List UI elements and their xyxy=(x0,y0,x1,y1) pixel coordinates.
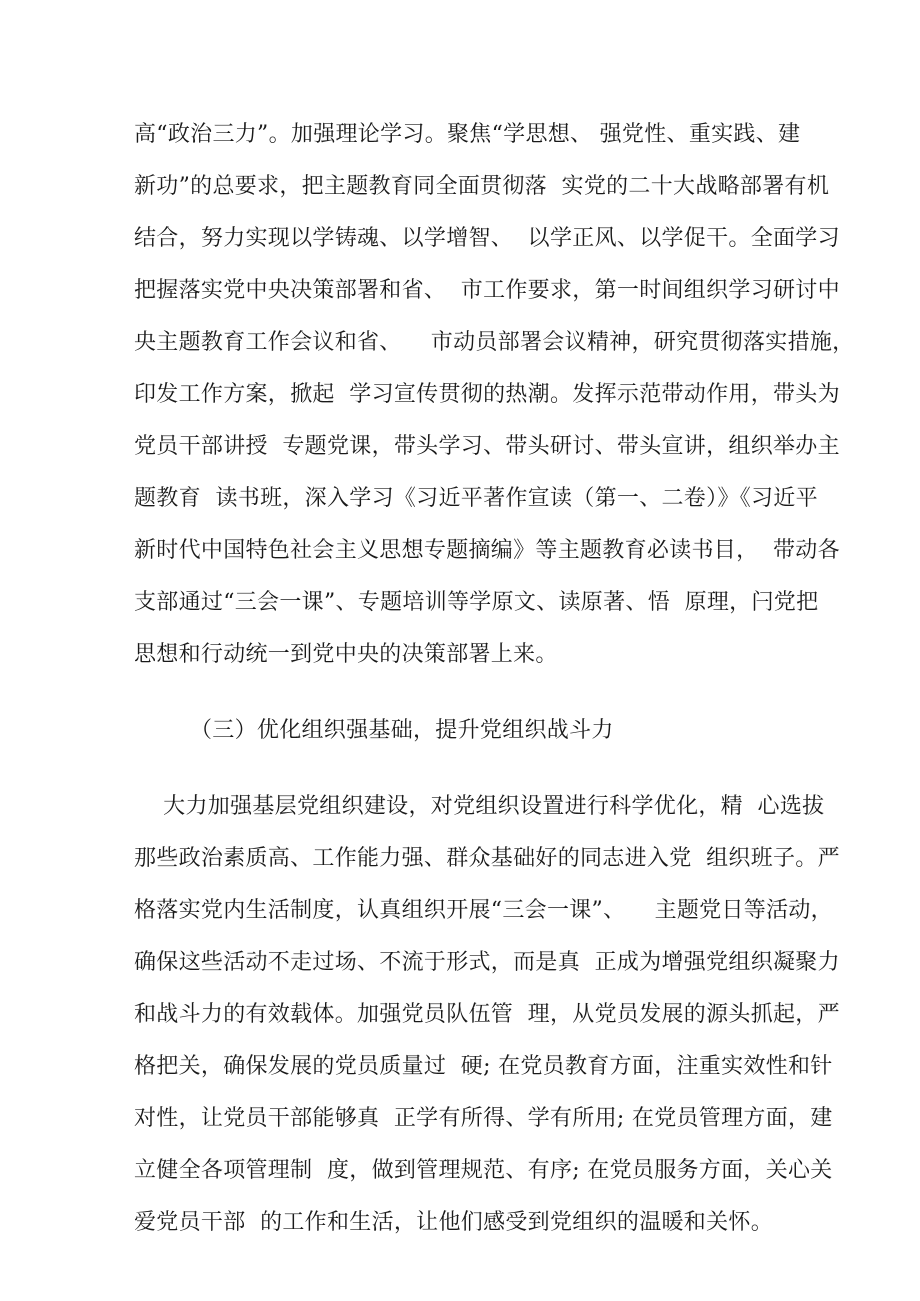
paragraph2-line: 爱党员干部 的工作和生活，让他们感受到党组织的温暖和关怀。 xyxy=(134,1210,773,1235)
paragraph1-line: 新时代中国特色社会主义思想专题摘编》等主题教育必读书目， 带动各 xyxy=(134,538,840,563)
paragraph2-line: 大力加强基层党组织建设，对党组织设置进行科学优化，精 心选拔 xyxy=(134,794,825,819)
paragraph1-line: 支部通过“三会一课”、专题培训等学原文、读原著、悟 原理，闩党把 xyxy=(134,590,819,615)
section-heading: （三）优化组织强基础，提升党组织战斗力 xyxy=(190,718,614,743)
paragraph2-line: 格把关，确保发展的党员质量过 硬; 在党员教育方面，注重实效性和针 xyxy=(134,1054,833,1079)
paragraph1-line: 新功”的总要求，把主题教育同全面贯彻落 实党的二十大战略部署有机 xyxy=(134,174,830,199)
paragraph1-line: 题教育 读书班，深入学习《习近平著作宣读（第一、二卷）》《习近平 xyxy=(134,486,818,511)
paragraph1-line: 结合，努力实现以学铸魂、以学增智、 以学正风、以学促干。全面学习 xyxy=(134,226,840,251)
paragraph1-line: 把握落实党中央决策部署和省、 市工作要求，第一时间组织学习研讨中 xyxy=(134,278,840,303)
paragraph2-line: 立健全各项管理制 度，做到管理规范、有序; 在党员服务方面，关心关 xyxy=(134,1158,833,1183)
paragraph1-line: 党员干部讲授 专题党课，带头学习、带头研讨、带头宣讲，组织举办主 xyxy=(134,434,840,459)
paragraph2-line: 那些政治素质高、工作能力强、群众基础好的同志进入党 组织班子。严 xyxy=(134,846,840,871)
paragraph2-line: 格落实党内生活制度，认真组织开展“三会一课”、 主题党日等活动， xyxy=(134,898,833,923)
paragraph1-line: 印发工作方案，掀起 学习宣传贯彻的热潮。发挥示范带动作用，带头为 xyxy=(134,382,840,407)
paragraph1-line: 高“政治三力”。加强理论学习。聚焦“学思想、 强党性、重实践、建 xyxy=(134,122,801,147)
paragraph1-line: 思想和行动统一到党中央的决策部署上来。 xyxy=(134,642,558,667)
paragraph2-line: 和战斗力的有效载体。加强党员队伍管 理，从党员发展的源头抓起，严 xyxy=(134,1002,840,1027)
paragraph2-line: 对性，让党员干部能够真 正学有所得、学有所用; 在党员管理方面，建 xyxy=(134,1106,833,1131)
paragraph1-line: 央主题教育工作会议和省、 市动员部署会议精神，研究贯彻落实措施， xyxy=(134,330,855,355)
paragraph2-line: 确保这些活动不走过场、不流于形式，而是真 正成为增强党组织凝聚力 xyxy=(134,950,840,975)
